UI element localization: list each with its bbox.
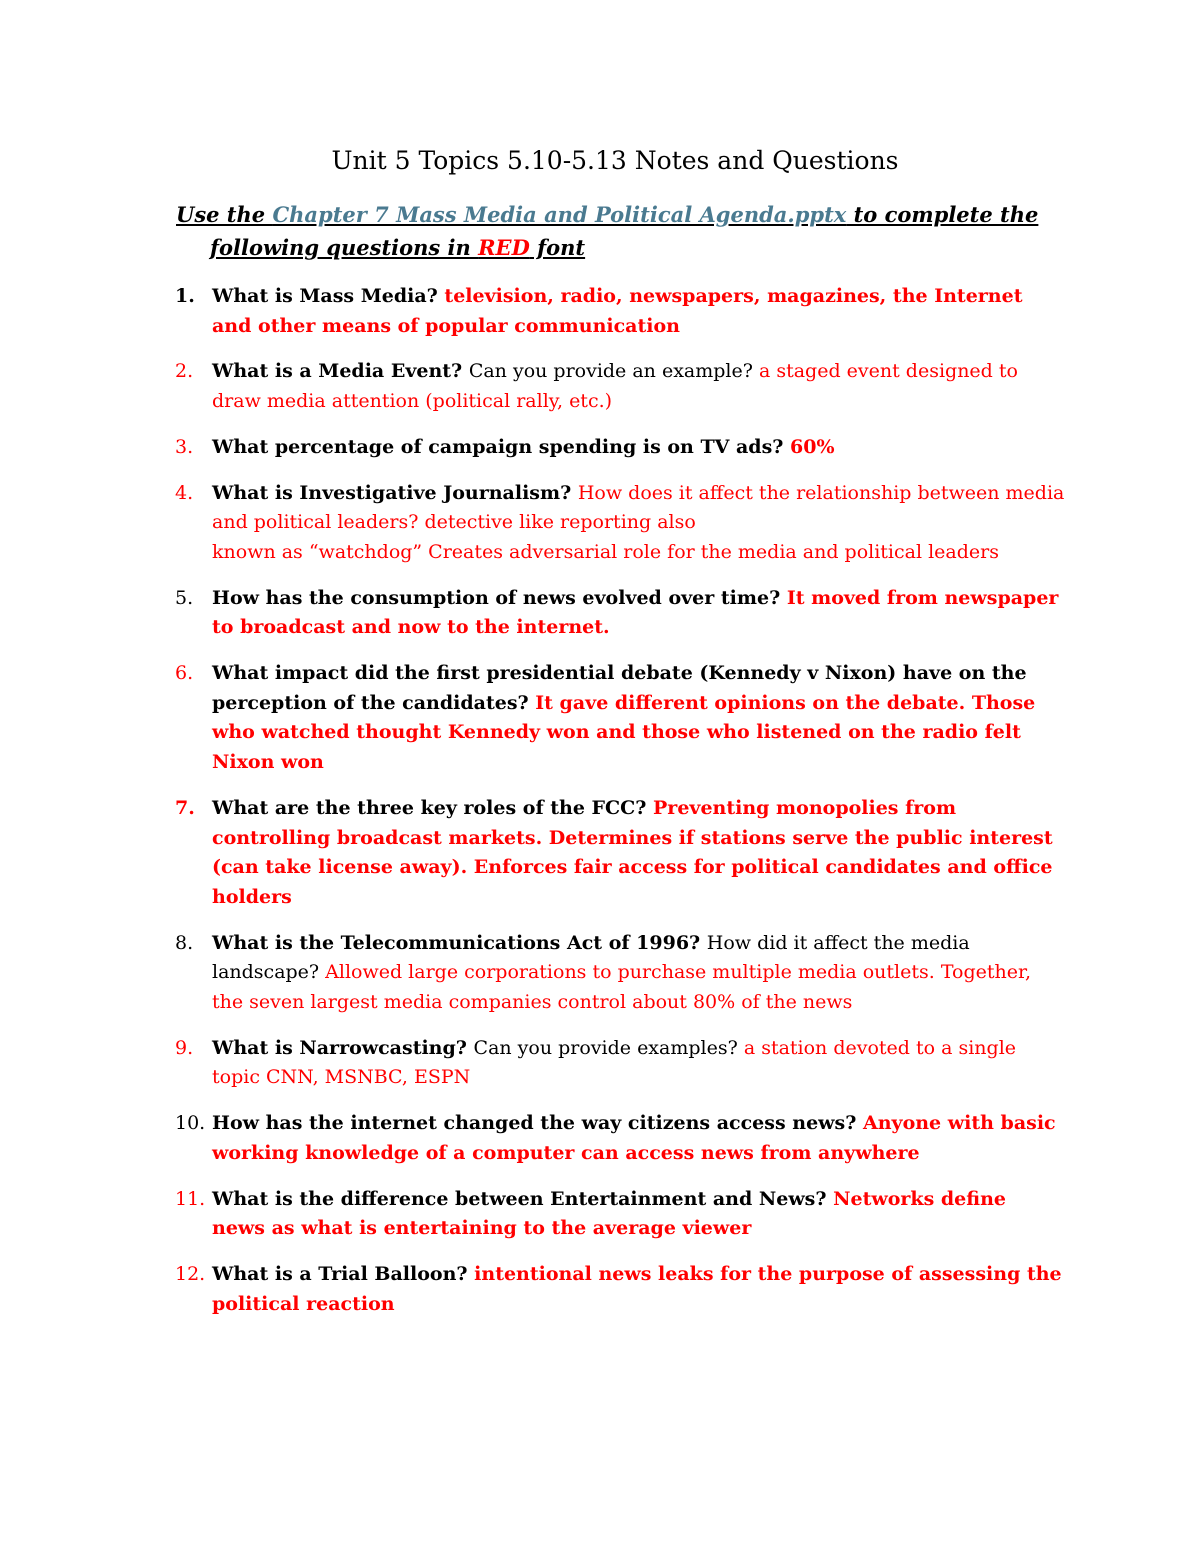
question-number: 10. (175, 1112, 206, 1135)
question-item (175, 659, 1065, 778)
question-number: 4. (175, 481, 194, 504)
answer-text: detective like reporting also (424, 511, 696, 534)
question-text: What percentage of campaign spending is on TV ads? (212, 435, 791, 458)
question-subtext: How did it affect the media landscape? (212, 931, 970, 984)
question-item (175, 282, 1065, 341)
question-item (175, 1260, 1065, 1319)
question-number: 1. (175, 285, 195, 307)
answer-text: Networks define news as what is entertaining to the average viewer (212, 1187, 1006, 1240)
question-number: 12. (175, 1262, 206, 1285)
instructions (176, 198, 1100, 264)
question-text: What is Mass Media? (212, 285, 445, 307)
answer-text: Anyone with basic working knowledge of a computer can access news from anywhere (212, 1112, 1056, 1164)
question-text: What is a Media Event? (212, 360, 469, 383)
question-item (175, 584, 1065, 643)
answer-text: It gave different opinions on the debate. Those who watched thought Kennedy won and those who listened on the radio felt Nixon won (212, 691, 1036, 774)
question-text: What is the Telecommunications Act of 1996? (212, 931, 707, 954)
question-text: How has the internet changed the way citizens access news? (212, 1112, 863, 1135)
instructions-middle: to complete the following questions in (210, 202, 1039, 260)
question-text: What is Narrowcasting? (212, 1036, 474, 1059)
pptx-link[interactable]: Chapter 7 Mass Media and Political Agenda.pptx (272, 202, 847, 227)
question-item (175, 479, 1065, 568)
answer-text: television, radio, newspapers, magazines, the Internet and other means of popular communication (212, 285, 1023, 337)
question-item (175, 433, 1065, 463)
question-number: 11. (175, 1187, 206, 1210)
question-subtext: Can you provide an example? (468, 360, 759, 383)
question-number: 2. (175, 360, 194, 383)
answer-text: a station devoted to a single topic CNN, MSNBC, ESPN (212, 1036, 1017, 1089)
question-list (175, 282, 1065, 1335)
instructions-suffix: font (529, 235, 586, 260)
question-number: 6. (175, 662, 194, 685)
question-text: How has the consumption of news evolved over time? (212, 586, 787, 609)
question-number: 9. (175, 1036, 194, 1059)
question-item (175, 1109, 1065, 1168)
question-item (175, 1185, 1065, 1244)
question-text: What is the difference between Entertainment and News? (212, 1187, 834, 1210)
question-text: What is Investigative Journalism? (212, 481, 578, 504)
instructions-prefix: Use the (176, 202, 273, 227)
answer-text-continued: known as “watchdog” Creates adversarial role for the media and political leaders (212, 540, 999, 563)
answer-text: Preventing monopolies from controlling broadcast markets. Determines if stations serve the public interest (can take license away). Enforces fair access for political candidates and office holders (212, 796, 1053, 908)
question-number: 5. (175, 586, 194, 609)
question-subtext: How does it affect the relationship between media and political leaders? (212, 481, 1065, 534)
page-title: Unit 5 Topics 5.10-5.13 Notes and Questions (331, 146, 899, 175)
answer-text: It moved from newspaper to broadcast and now to the internet. (212, 586, 1059, 639)
question-item (175, 929, 1065, 1018)
answer-text: intentional news leaks for the purpose of assessing the political reaction (212, 1262, 1062, 1315)
red-word: RED (478, 235, 530, 260)
question-subtext: Can you provide examples? (473, 1036, 744, 1059)
question-text: What impact did the first presidential debate (Kennedy v Nixon) have on the perception of the candidates? (212, 662, 1027, 714)
question-item (175, 1034, 1065, 1093)
question-number: 8. (175, 931, 194, 954)
answer-text: a staged event designed to draw media attention (political rally, etc.) (212, 360, 1018, 413)
question-number: 3. (175, 435, 194, 458)
question-number: 7. (175, 796, 195, 819)
question-text: What are the three key roles of the FCC? (212, 796, 654, 819)
question-text: What is a Trial Balloon? (212, 1262, 475, 1285)
question-item (175, 794, 1065, 913)
answer-text: 60% (790, 435, 835, 458)
question-item (175, 357, 1065, 416)
answer-text: Allowed large corporations to purchase multiple media outlets. Together, the seven largest media companies control about 80% of the news (212, 961, 1032, 1014)
